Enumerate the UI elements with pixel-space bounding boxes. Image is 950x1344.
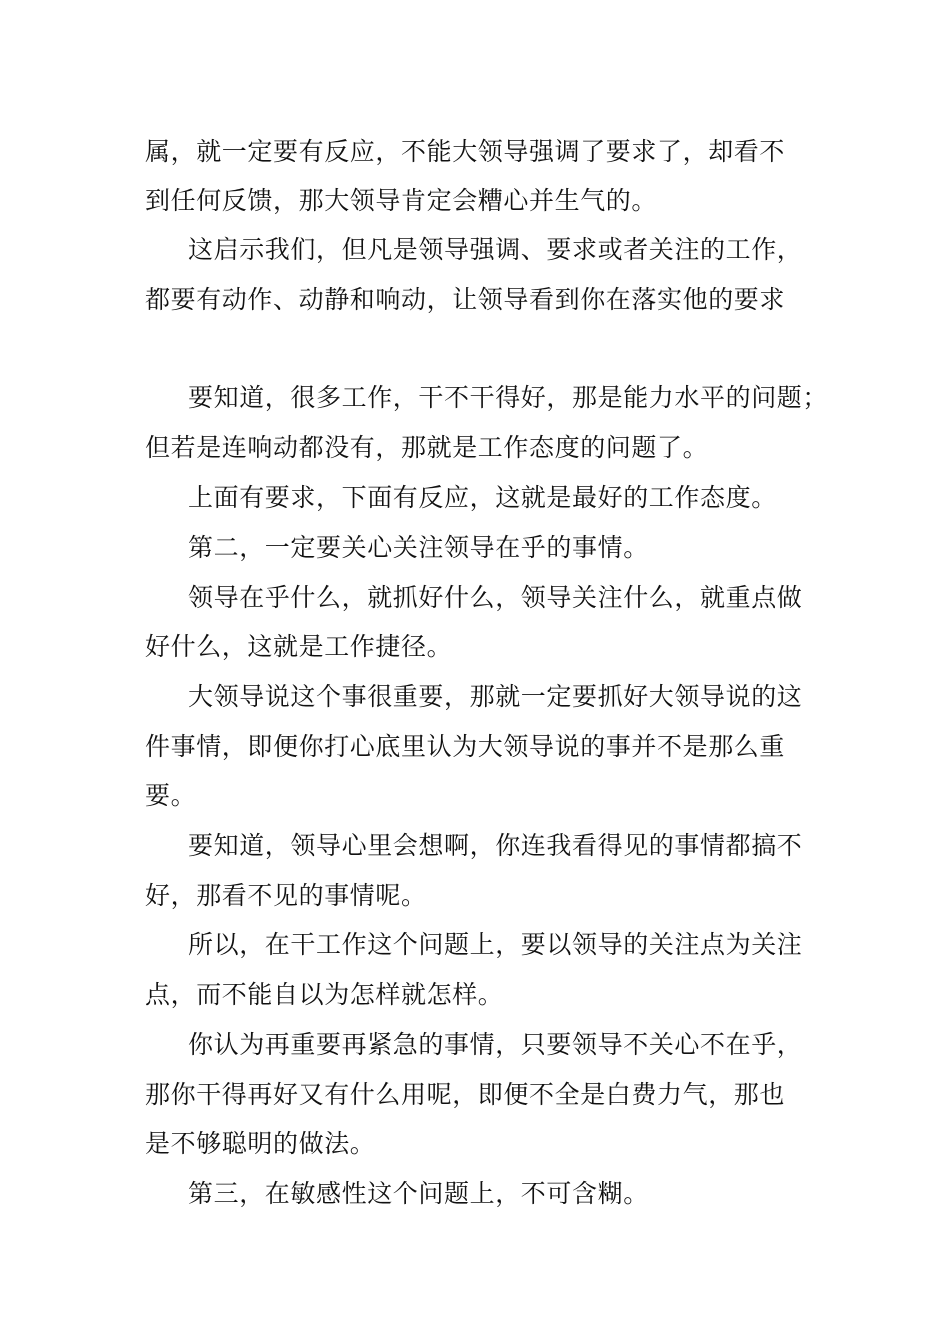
text-line: 你认为再重要再紧急的事情，只要领导不关心不在乎，: [188, 1030, 803, 1059]
text-line: 好，那看不见的事情呢。: [145, 881, 427, 910]
text-line: 这启示我们，但凡是领导强调、要求或者关注的工作，: [188, 235, 803, 264]
text-line: 但若是连响动都没有，那就是工作态度的问题了。: [145, 433, 709, 462]
text-line: 上面有要求，下面有反应，这就是最好的工作态度。: [188, 483, 777, 512]
text-line: 好什么，这就是工作捷径。: [145, 632, 453, 661]
text-line: 都要有动作、动静和响动，让领导看到你在落实他的要求: [145, 285, 786, 314]
text-line: 那你干得再好又有什么用呢，即便不全是白费力气，那也: [145, 1080, 786, 1109]
text-line: 要知道，很多工作，干不干得好，那是能力水平的问题；: [188, 383, 829, 412]
text-line: 大领导说这个事很重要，那就一定要抓好大领导说的这: [188, 682, 803, 711]
text-line: 第二，一定要关心关注领导在乎的事情。: [188, 533, 649, 562]
text-line: 件事情，即便你打心底里认为大领导说的事并不是那么重: [145, 732, 786, 761]
text-line: 是不够聪明的做法。: [145, 1129, 376, 1158]
text-line: 第三，在敏感性这个问题上，不可含糊。: [188, 1179, 649, 1208]
text-line: 到任何反馈，那大领导肯定会糟心并生气的。: [145, 186, 658, 215]
text-line: 点，而不能自以为怎样就怎样。: [145, 980, 504, 1009]
text-line: 领导在乎什么，就抓好什么，领导关注什么，就重点做: [188, 583, 803, 612]
text-line: 所以，在干工作这个问题上，要以领导的关注点为关注: [188, 930, 803, 959]
text-line: 属，就一定要有反应，不能大领导强调了要求了，却看不: [145, 137, 786, 166]
text-line: 要。: [145, 781, 197, 810]
text-line: 要知道，领导心里会想啊，你连我看得见的事情都搞不: [188, 831, 803, 860]
